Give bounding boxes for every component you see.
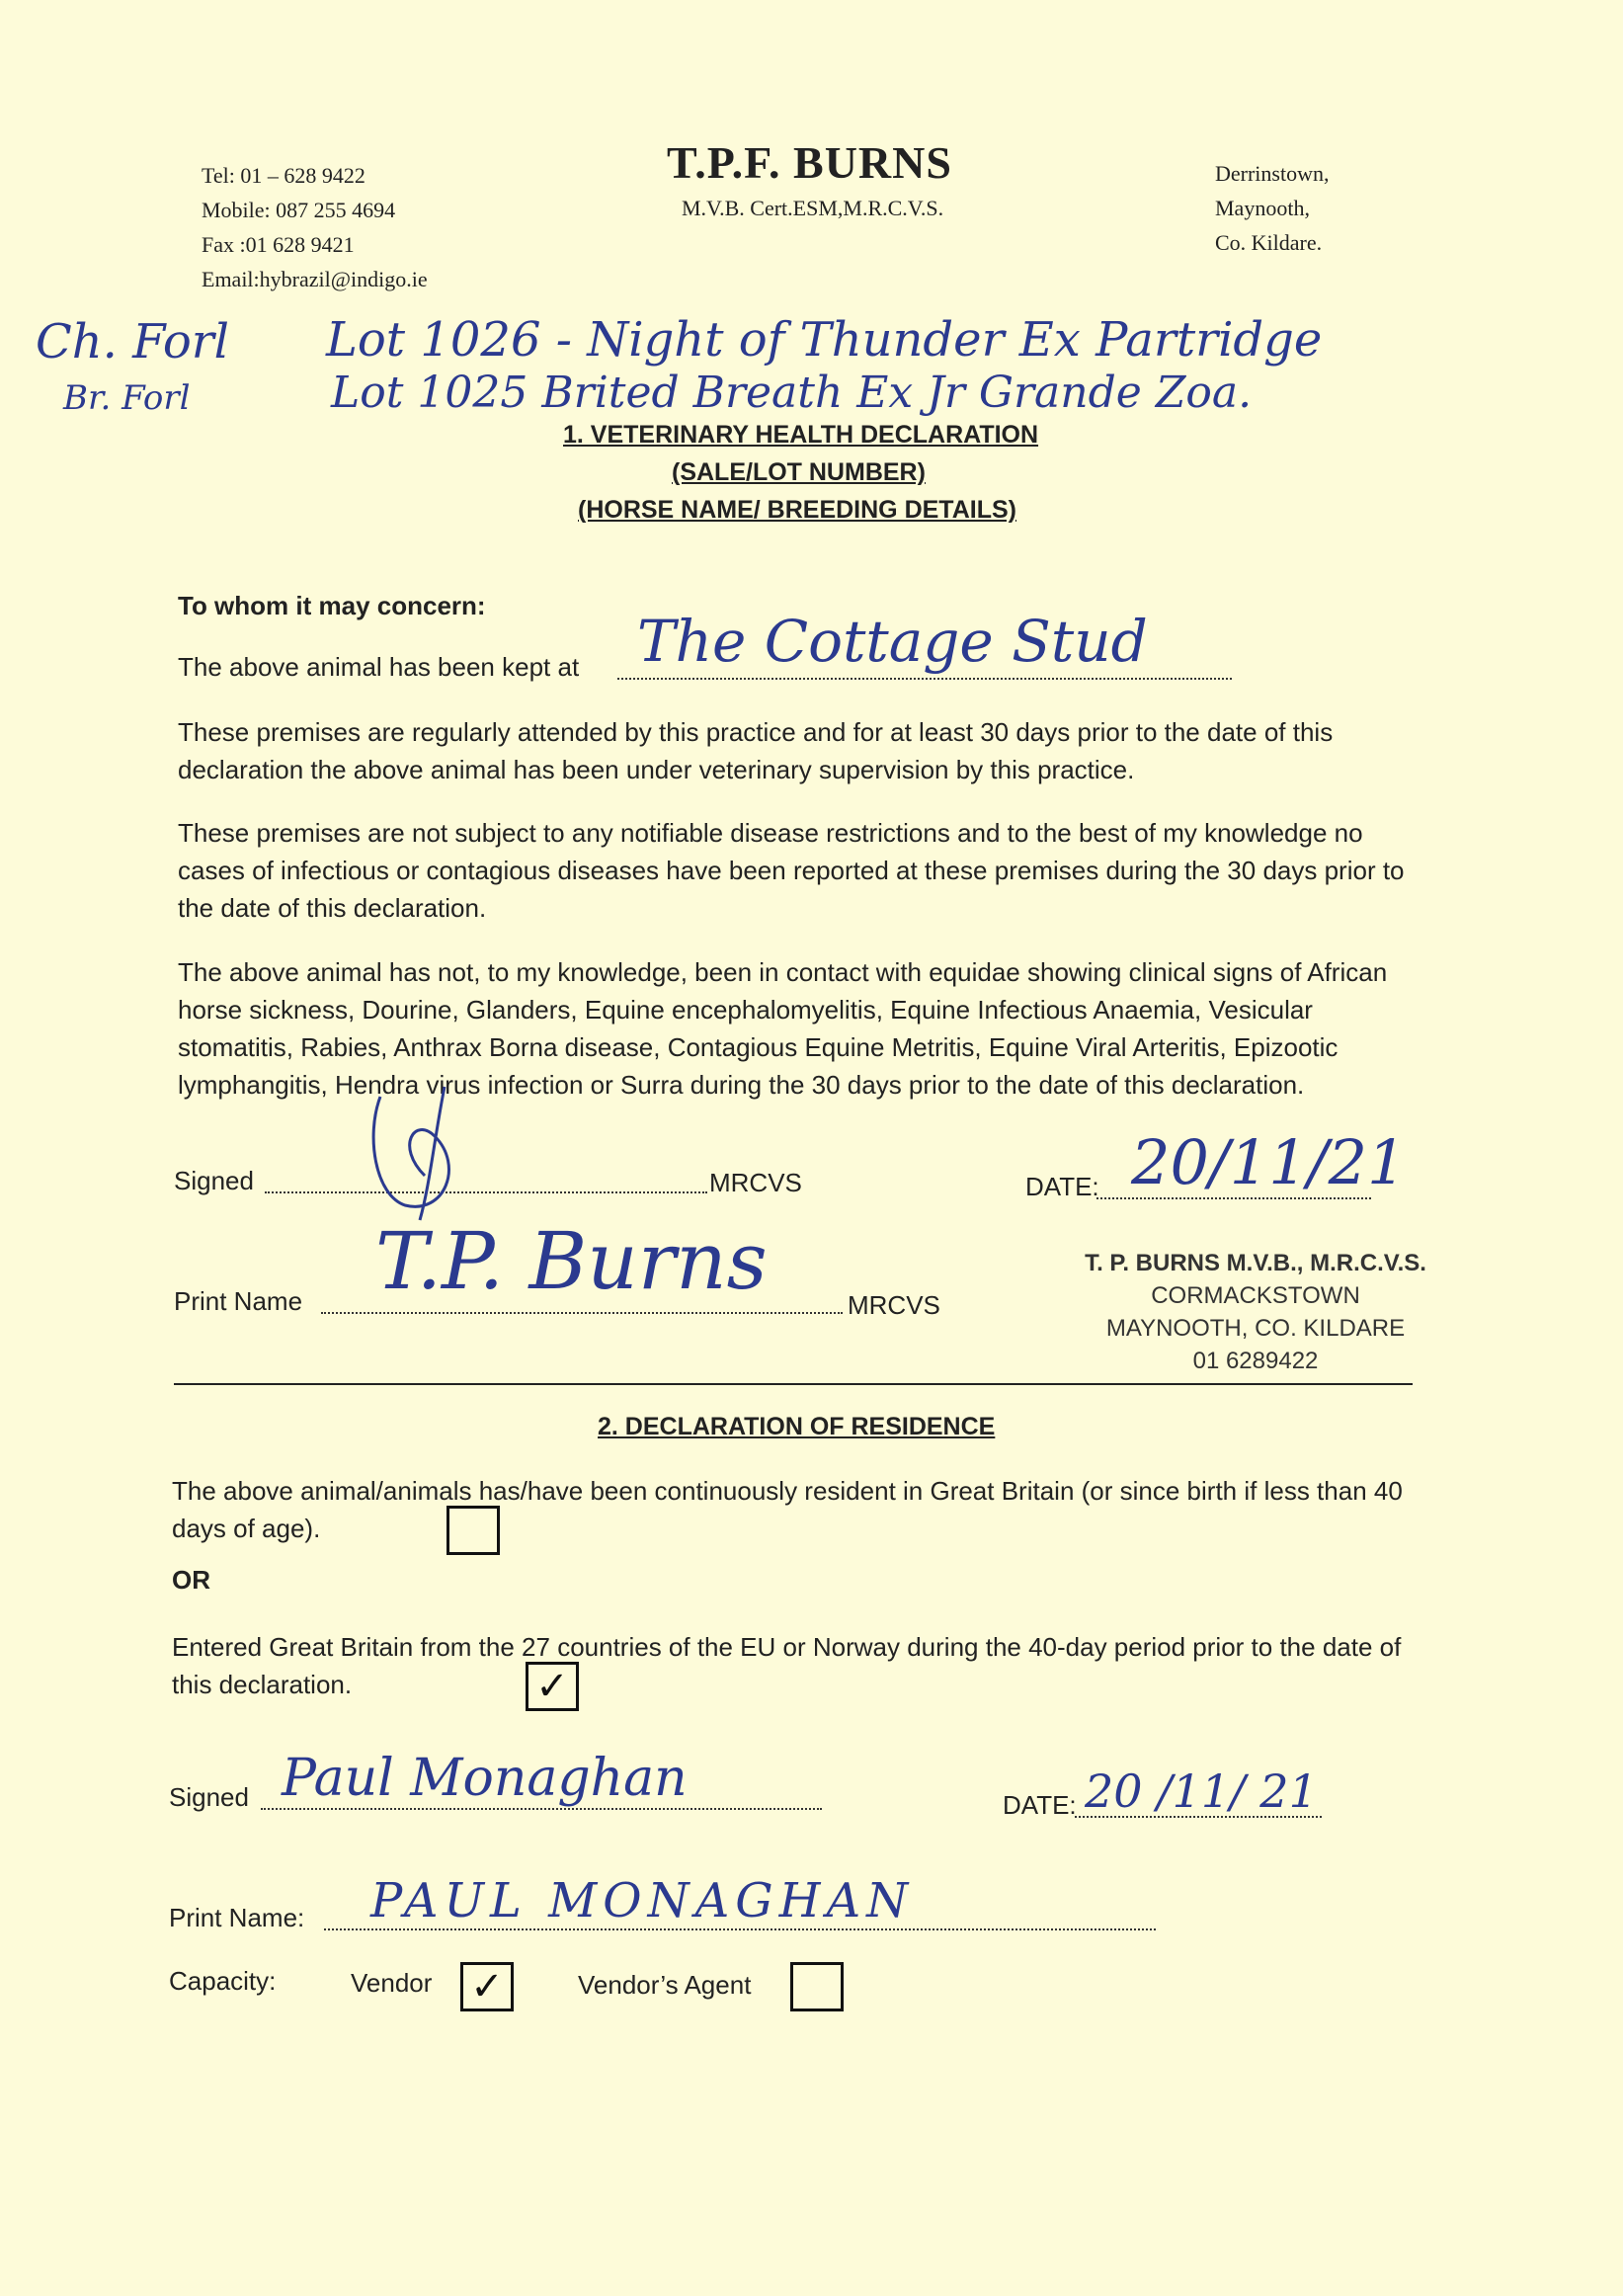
vendor-signed-line: [261, 1808, 822, 1810]
vendor-print-name-label: Print Name:: [169, 1903, 305, 1932]
vet-signed-mrcvs: MRCVS: [709, 1168, 802, 1197]
vendor-print-name-value: PAUL MONAGHAN: [370, 1873, 915, 1928]
vet-signed-label: Signed: [174, 1166, 254, 1195]
email: Email:hybrazil@indigo.ie: [202, 267, 428, 291]
vendor-agent-checkbox[interactable]: [790, 1962, 844, 2011]
vendor-signed-value: Paul Monaghan: [282, 1749, 688, 1808]
section1-subheading-lot: (SALE/LOT NUMBER): [672, 458, 926, 486]
handwritten-lot-1026: Lot 1026 - Night of Thunder Ex Partridge: [326, 312, 1323, 368]
vet-date-label: DATE:: [1025, 1172, 1099, 1201]
stamp-line-3: MAYNOOTH, CO. KILDARE: [1105, 1315, 1406, 1342]
vendor-signed-label: Signed: [169, 1782, 249, 1812]
vet-date-value: 20/11/21: [1131, 1126, 1407, 1198]
or-label: OR: [172, 1565, 210, 1595]
section-divider: [174, 1383, 1413, 1385]
address-block: [1215, 156, 1329, 260]
vendor-date-label: DATE:: [1003, 1790, 1077, 1820]
stamp-line-1: T. P. BURNS M.V.B., M.R.C.V.S.: [1085, 1250, 1426, 1276]
salutation: To whom it may concern:: [178, 591, 486, 620]
contact-block: [202, 158, 428, 296]
stamp-line-4: 01 6289422: [1192, 1348, 1319, 1374]
tel: Tel: 01 – 628 9422: [202, 163, 365, 188]
kept-at-line: [617, 678, 1232, 680]
handwritten-lot-1025: Lot 1025 Brited Breath Ex Jr Grande Zoa.: [331, 368, 1253, 418]
address-line-1: Derrinstown,: [1215, 161, 1330, 186]
vendor-print-name-line: [324, 1928, 1156, 1930]
section1-subheading-horse: (HORSE NAME/ BREEDING DETAILS): [578, 496, 1016, 524]
residence-option-2-checkbox[interactable]: ✓: [526, 1662, 579, 1711]
mobile: Mobile: 087 255 4694: [202, 198, 396, 222]
stamp-line-2: CORMACKSTOWN: [1151, 1282, 1360, 1309]
address-line-2: Maynooth,: [1215, 196, 1310, 220]
kept-at-value: The Cottage Stud: [637, 608, 1148, 675]
section1-para-2: These premises are not subject to any notifiable disease restrictions and to the best of my knowledge no cases of infectious or contagious diseases have been reported at these premises during the 30 days prior to the date of this declaration.: [178, 818, 1405, 923]
section2-heading: 2. DECLARATION OF RESIDENCE: [598, 1413, 996, 1440]
section1-para-3: The above animal has not, to my knowledge, been in contact with equidae showing clinical signs of African horse sickness, Dourine, Glanders, Equine encephalomyelitis, Equine Infectious Anaemia, Vesicular stomatitis, Rabies, Anthrax Borna disease, Contagious Equine Metritis, Equine Viral Arteritis, Epizootic lymphangitis, Hendra virus infection or Surra during the 30 days prior to the date of this declaration.: [178, 957, 1388, 1100]
section1-para-1: These premises are regularly attended by this practice and for at least 30 days prior to the date of this declaration the above animal has been under veterinary supervision by this practice.: [178, 717, 1334, 784]
residence-option-1-checkbox[interactable]: [446, 1506, 500, 1555]
residence-option-2: Entered Great Britain from the 27 countries of the EU or Norway during the 40-day period prior to the date of this declaration.: [172, 1632, 1402, 1699]
vendor-checkbox[interactable]: ✓: [460, 1962, 514, 2011]
handwritten-note-left-1: Ch. Forl: [36, 314, 230, 369]
vendor-agent-label: Vendor’s Agent: [578, 1970, 752, 2000]
address-line-3: Co. Kildare.: [1215, 230, 1323, 255]
practice-name: T.P.F. BURNS: [667, 137, 952, 188]
practice-qualifications: M.V.B. Cert.ESM,M.R.C.V.S.: [682, 196, 944, 220]
vet-print-name-line: [321, 1312, 843, 1314]
residence-option-1: The above animal/animals has/have been continuously resident in Great Britain (or since birth if less than 40 days of age).: [172, 1476, 1403, 1543]
capacity-label: Capacity:: [169, 1966, 277, 1996]
vendor-date-value: 20 /11/ 21: [1085, 1764, 1318, 1818]
vet-signature: [336, 1077, 524, 1225]
handwritten-note-left-2: Br. Forl: [63, 378, 191, 418]
vet-print-name-label: Print Name: [174, 1286, 303, 1316]
vet-print-name-value: T.P. Burns: [375, 1215, 768, 1307]
vet-stamp: [1075, 1247, 1436, 1377]
kept-at-label: The above animal has been kept at: [178, 652, 580, 682]
vet-print-name-mrcvs: MRCVS: [848, 1290, 940, 1320]
vendor-label: Vendor: [351, 1968, 433, 1998]
section1-heading: 1. VETERINARY HEALTH DECLARATION: [563, 421, 1039, 449]
fax: Fax :01 628 9421: [202, 232, 355, 257]
